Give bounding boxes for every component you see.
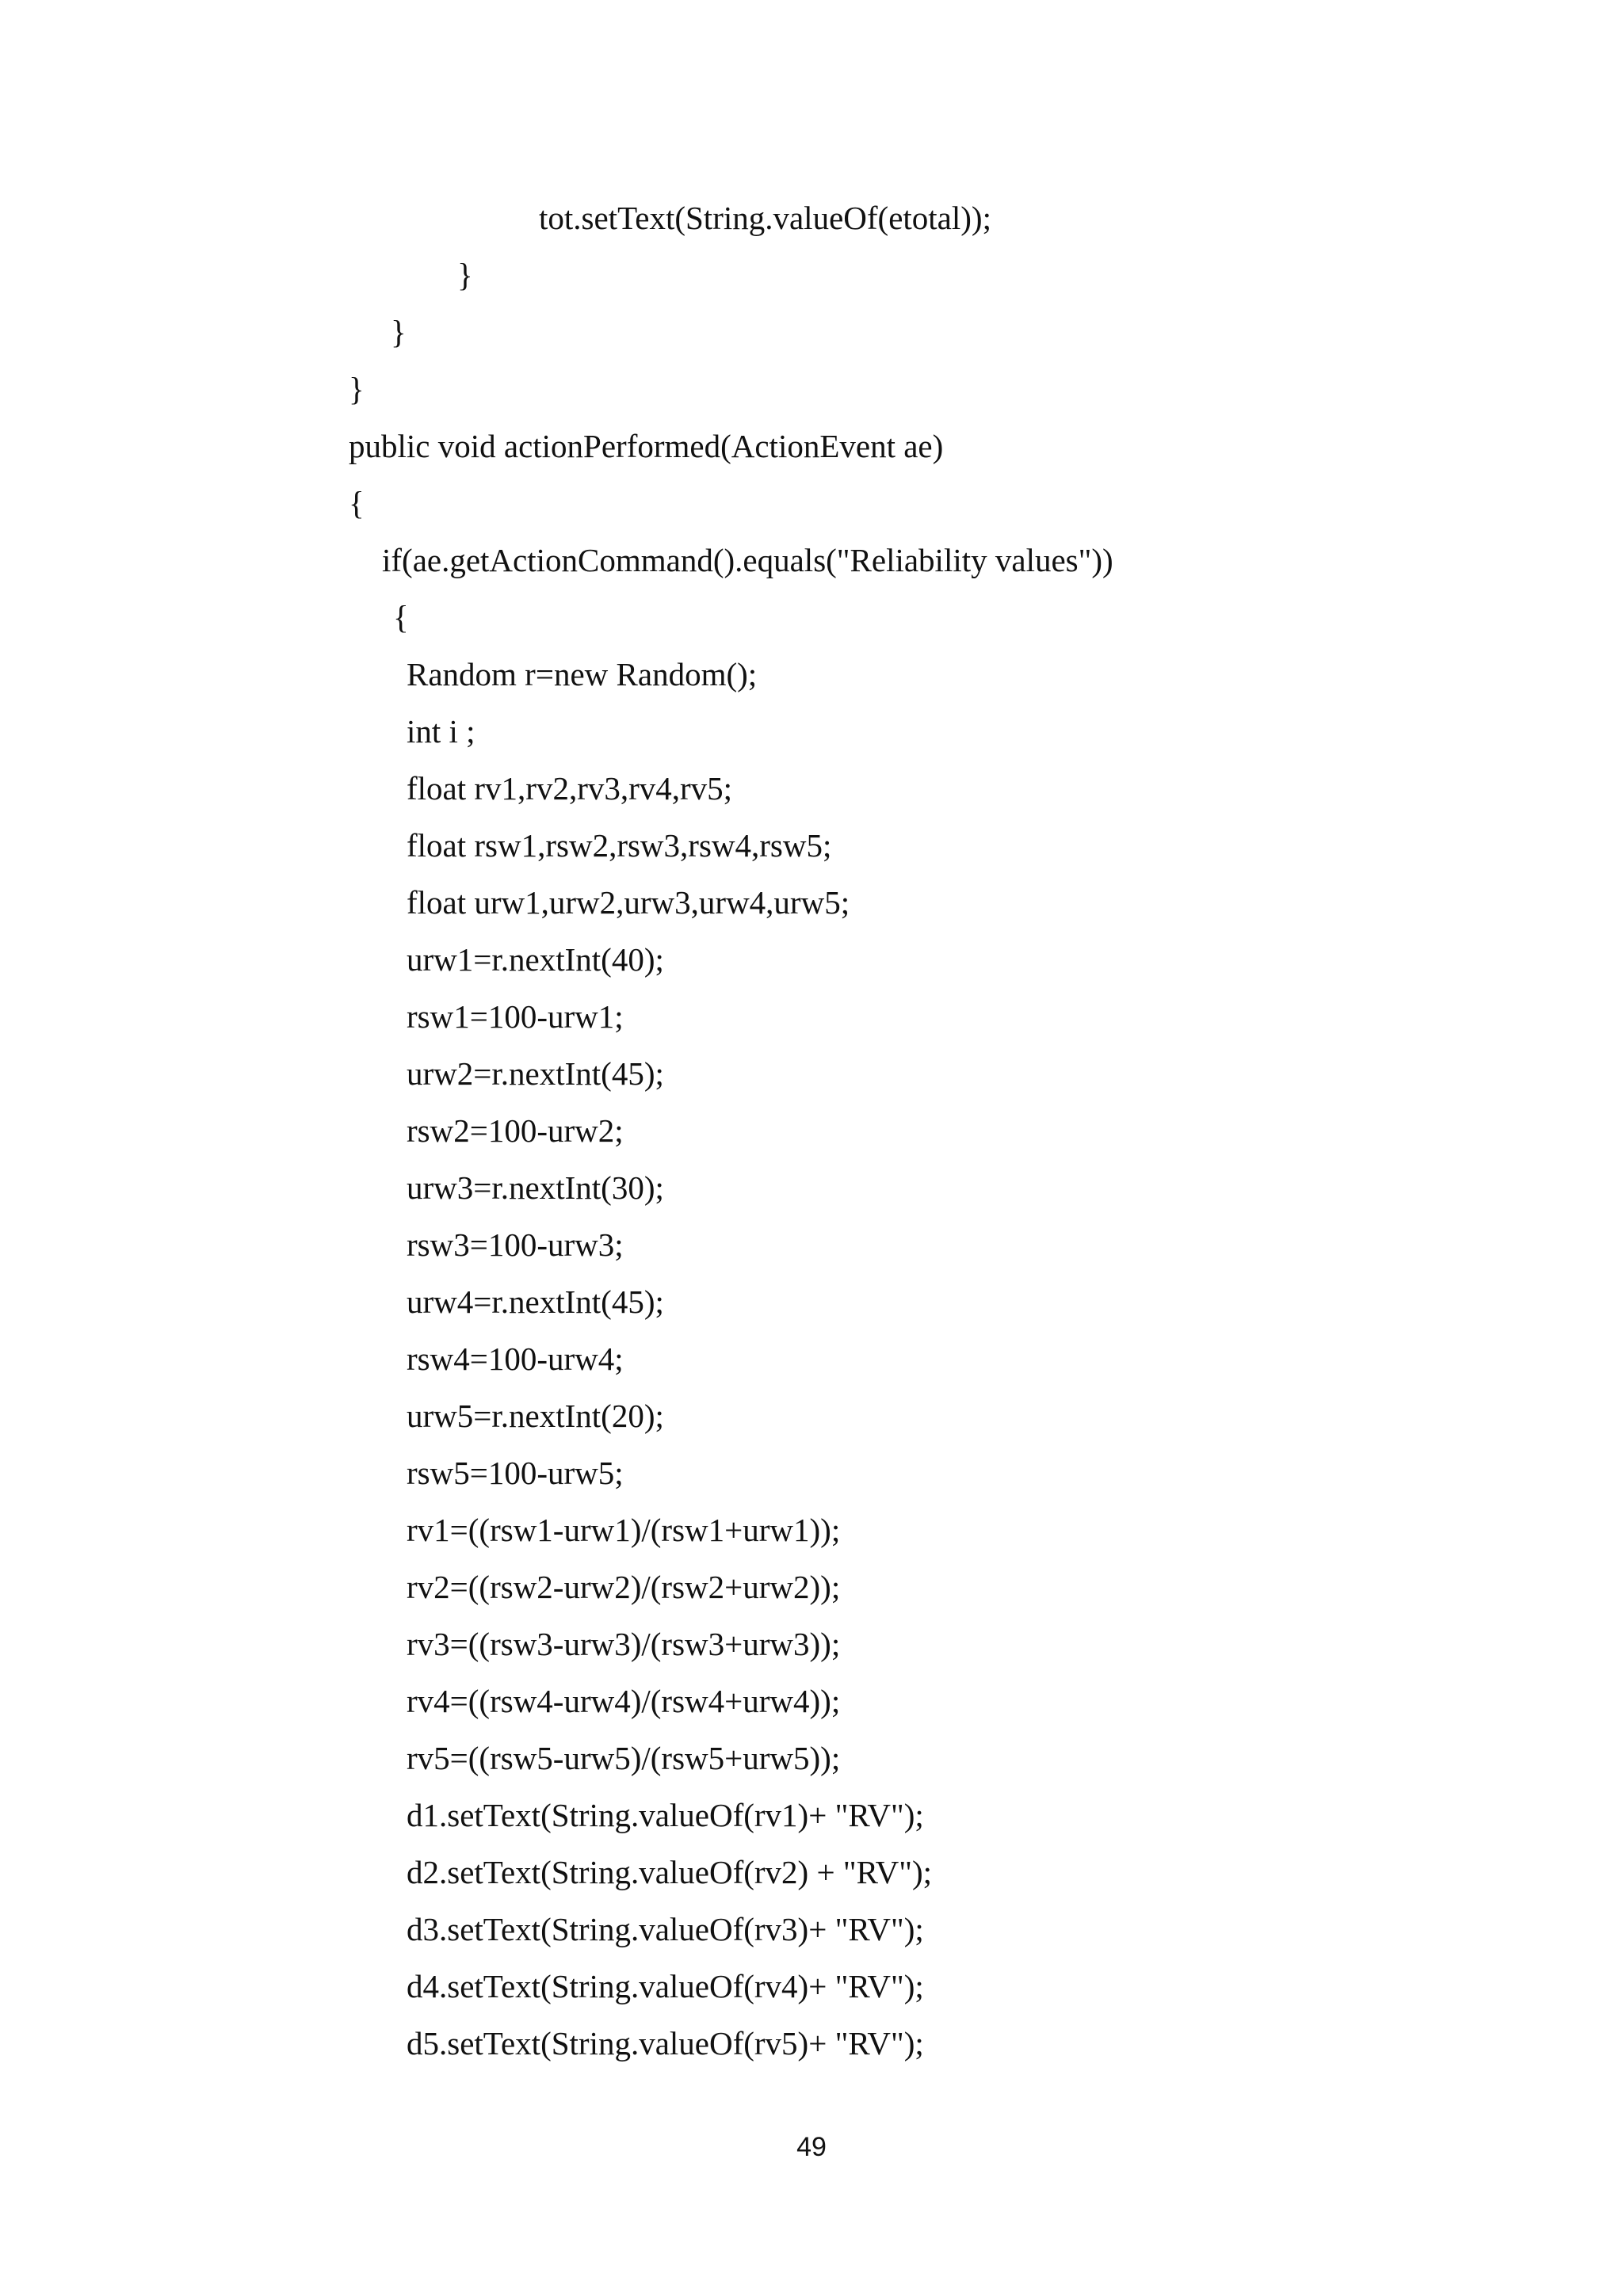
code-line: public void actionPerformed(ActionEvent ae): [349, 428, 944, 464]
code-line: urw4=r.nextInt(45);: [407, 1283, 664, 1320]
code-line: rv1=((rsw1-urw1)/(rsw1+urw1));: [407, 1512, 841, 1548]
code-line: if(ae.getActionCommand().equals("Reliability values")): [382, 542, 1113, 578]
code-line: rv3=((rsw3-urw3)/(rsw3+urw3));: [407, 1626, 841, 1662]
code-line: tot.setText(String.valueOf(etotal));: [539, 200, 991, 236]
code-line: {: [349, 485, 365, 521]
code-line: d1.setText(String.valueOf(rv1)+ "RV");: [407, 1797, 924, 1833]
code-line: urw3=r.nextInt(30);: [407, 1169, 664, 1206]
code-line: urw1=r.nextInt(40);: [407, 941, 664, 978]
code-line: float urw1,urw2,urw3,urw4,urw5;: [407, 884, 850, 921]
code-line: float rv1,rv2,rv3,rv4,rv5;: [407, 770, 733, 807]
code-line: rsw3=100-urw3;: [407, 1226, 624, 1263]
code-line: int i ;: [407, 713, 475, 749]
code-line: rv4=((rsw4-urw4)/(rsw4+urw4));: [407, 1683, 841, 1719]
code-line: }: [349, 371, 365, 407]
code-line: Random r=new Random();: [407, 656, 758, 692]
code-line: d4.setText(String.valueOf(rv4)+ "RV");: [407, 1968, 924, 2004]
page-number: 49: [796, 2132, 827, 2162]
code-line: {: [393, 599, 409, 635]
code-line: }: [391, 314, 407, 350]
code-line: }: [457, 257, 473, 293]
code-line: d3.setText(String.valueOf(rv3)+ "RV");: [407, 1911, 924, 1947]
code-line: rsw5=100-urw5;: [407, 1455, 624, 1491]
code-line: rv2=((rsw2-urw2)/(rsw2+urw2));: [407, 1569, 841, 1605]
code-line: rsw4=100-urw4;: [407, 1341, 624, 1377]
code-line: rv5=((rsw5-urw5)/(rsw5+urw5));: [407, 1740, 841, 1776]
code-line: rsw2=100-urw2;: [407, 1112, 624, 1149]
code-line: d2.setText(String.valueOf(rv2) + "RV");: [407, 1854, 933, 1890]
code-line: rsw1=100-urw1;: [407, 998, 624, 1035]
code-line: urw5=r.nextInt(20);: [407, 1398, 664, 1434]
code-line: urw2=r.nextInt(45);: [407, 1055, 664, 1092]
code-line: float rsw1,rsw2,rsw3,rsw4,rsw5;: [407, 827, 832, 864]
code-line: d5.setText(String.valueOf(rv5)+ "RV");: [407, 2025, 924, 2061]
